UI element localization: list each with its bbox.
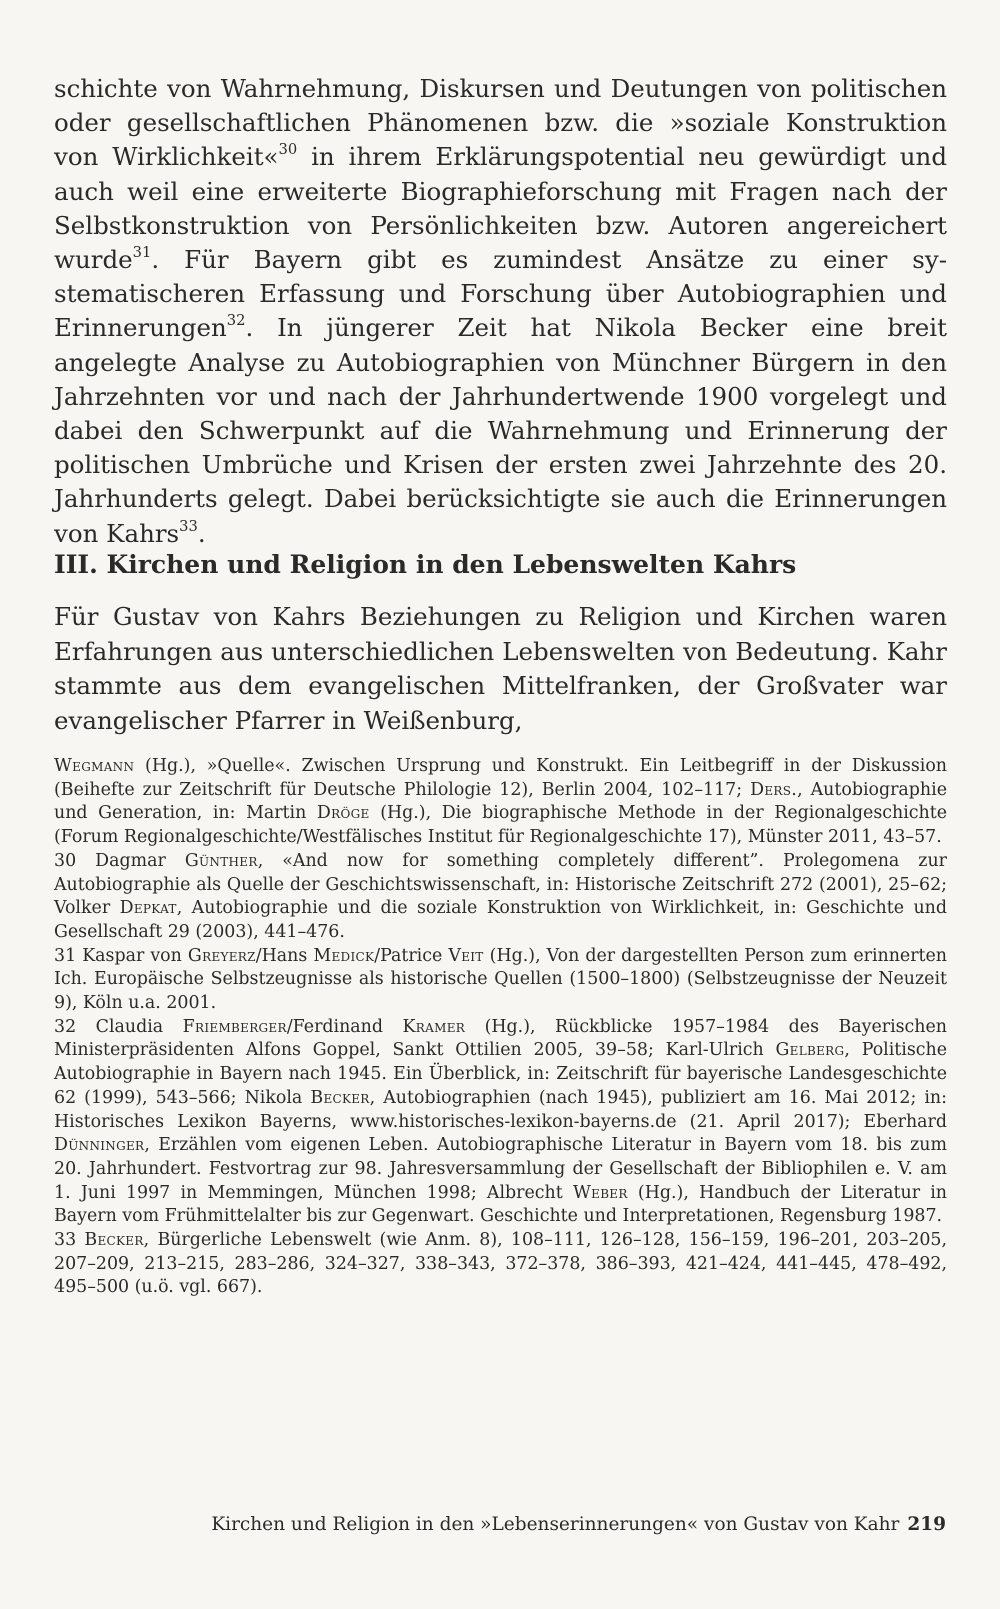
author-name: Wegmann [54,756,135,776]
author-name: Veit [448,945,484,966]
author-name: Becker [310,1087,370,1108]
author-name: Becker [84,1230,144,1251]
footnote-30: 30 Dagmar Günther, «And now for something completely different”. Prolegomena zur Autobiographie als Quelle der Geschichtswissenschaft, in: Historische Zeitschrift 272 (2001), 25–62; Volker Depkat, Autobiographie und die soziale Konstruktion von Wirklichkeit, in: Geschichte und Gesellschaft 29 (2003), 441–476. [54,850,947,942]
footnote-31: 31 Kaspar von Greyerz/Hans Medick/Patrice Veit (Hg.), Von der dargestellten Person zum erinnerten Ich. Europäische Selbstzeugnisse als historische Quellen (1500–1800) (Selbstzeugnisse der Neuzeit 9), Köln u.a. 2001. [54,945,948,1014]
section-heading: III. Kirchen und Religion in den Lebenswelten Kahrs [54,550,797,579]
page-footer [211,1514,946,1535]
footnote-ref-32: 32 [226,312,246,330]
footnote-32: 32 Claudia Friemberger/Ferdinand Kramer (Hg.), Rückblicke 1957–1984 des Bayerischen Ministerpräsidenten Alfons Goppel, Sankt Ottilien 2005, 39–58; Karl-Ulrich Gelberg, Politische Autobiographie in Bayern nach 1945. Ein Überblick, in: Zeitschrift für bayerische Landesgeschichte 62 (1999), 543–566; Nikola Becker, Autobiographien (nach 1945), publiziert am 16. Mai 2012; in: Historisches Lexikon Bayerns, www.historisches-lexikon-bayerns.de (21. April 2017); Eberhard Dünninger, Erzählen vom eigenen Leben. Autobiographische Literatur in Bayern vom 18. bis zum 20. Jahrhundert. Festvortrag zur 98. Jahresversammlung der Gesellschaft der Bibliophilen e. V. am 1. Juni 1997 in Memmingen, München 1998; Albrecht Weber (Hg.), Handbuch der Literatur in Bayern vom Frühmittelalter bis zur Gegenwart. Geschichte und Interpretationen, Regensburg 1987. [54,1016,948,1227]
author-name: Dünninger [54,1135,145,1156]
footnote-33: 33 Becker, Bürgerliche Lebenswelt (wie Anm. 8), 108–111, 126–128, 156–159, 196–201, 203–205, 207–209, 213–215, 283–286, 324–327, 338–343, 372–378, 386–393, 421–424, 441–445, 478–492, 495–500 (u.ö. vgl. 667). [54,1230,947,1298]
author-name: Günther [184,850,258,871]
paragraph-text: schichte von Wahrnehmung, Diskursen und Deutungen von politischen oder gesellschaftlichen Phänomenen bzw. die »soziale Konstruktion von Wirklichkeit«$^{30}$ in ihrem Erklärungspotential neu gewürdigt und auch weil eine erweiterte Biographieforschung mit Fragen nach der Selbstkonstruktion von Persönlichkeiten bzw. Autoren angereichert wurde$^{31}$. Für Bayern gibt es zumindest Ansätze zu einer systematischeren Erfassung und Forschung über Autobiographien und Erinnerungen$^{32}$. In jüngerer Zeit hat Nikola Becker eine breit angelegte Analyse zu Autobiographien von Münchner Bürgern in den Jahrzehnten vor und nach der Jahrhundertwende 1900 vorgelegt und dabei den Schwerpunkt auf die Wahrnehmung und Erinnerung der politischen Umbrüche und Krisen der ersten zwei Jahrzehnte des 20. Jahrhunderts gelegt. Dabei berücksichtigte sie auch die Erinnerungen von Kahrs$^{33}$. [54,74,947,548]
author-name: Dröge [316,803,370,824]
author-name: Gelberg [775,1040,845,1061]
footnote-ref-30: 30 [278,141,298,159]
paragraph-text: Für Gustav von Kahrs Beziehungen zu Religion und Kirchen waren Erfahrungen aus unterschiedlichen Lebenswelten von Bedeutung. Kahr stammte aus dem evangelischen Mittelfranken, der Großvater war evangelischer Pfarrer in Weißenburg, [54,602,947,735]
page-number: 219 [907,1514,946,1535]
footnote-ref-33: 33 [179,517,198,535]
author-name: Greyerz [187,945,256,966]
author-name: Friemberger [182,1016,287,1037]
main-paragraph [54,72,947,551]
footnote-ref-31: 31 [132,244,152,261]
author-name: Ders. [750,779,798,800]
footnotes [54,755,947,1300]
footnote-continuation: Wegmann (Hg.), »Quelle«. Zwischen Ursprung und Konstrukt. Ein Leitbegriff in der Diskussion (Beihefte zur Zeitschrift für Deutsche Philologie 12), Berlin 2004, 102–117; Ders., Autobiographie und Generation, in: Martin Dröge (Hg.), Die biographische Methode in der Regionalgeschichte (Forum Regionalgeschichte/Westfälisches Institut für Regionalgeschichte 17), Münster 2011, 43–57. [54,756,947,848]
running-title: Kirchen und Religion in den »Lebenserinnerungen« von Gustav von Kahr [211,1514,900,1535]
author-name: Kramer [402,1016,466,1037]
author-name: Weber [572,1182,628,1203]
author-name: Medick [313,945,375,966]
section-paragraph [54,600,947,738]
author-name: Depkat [119,898,177,919]
